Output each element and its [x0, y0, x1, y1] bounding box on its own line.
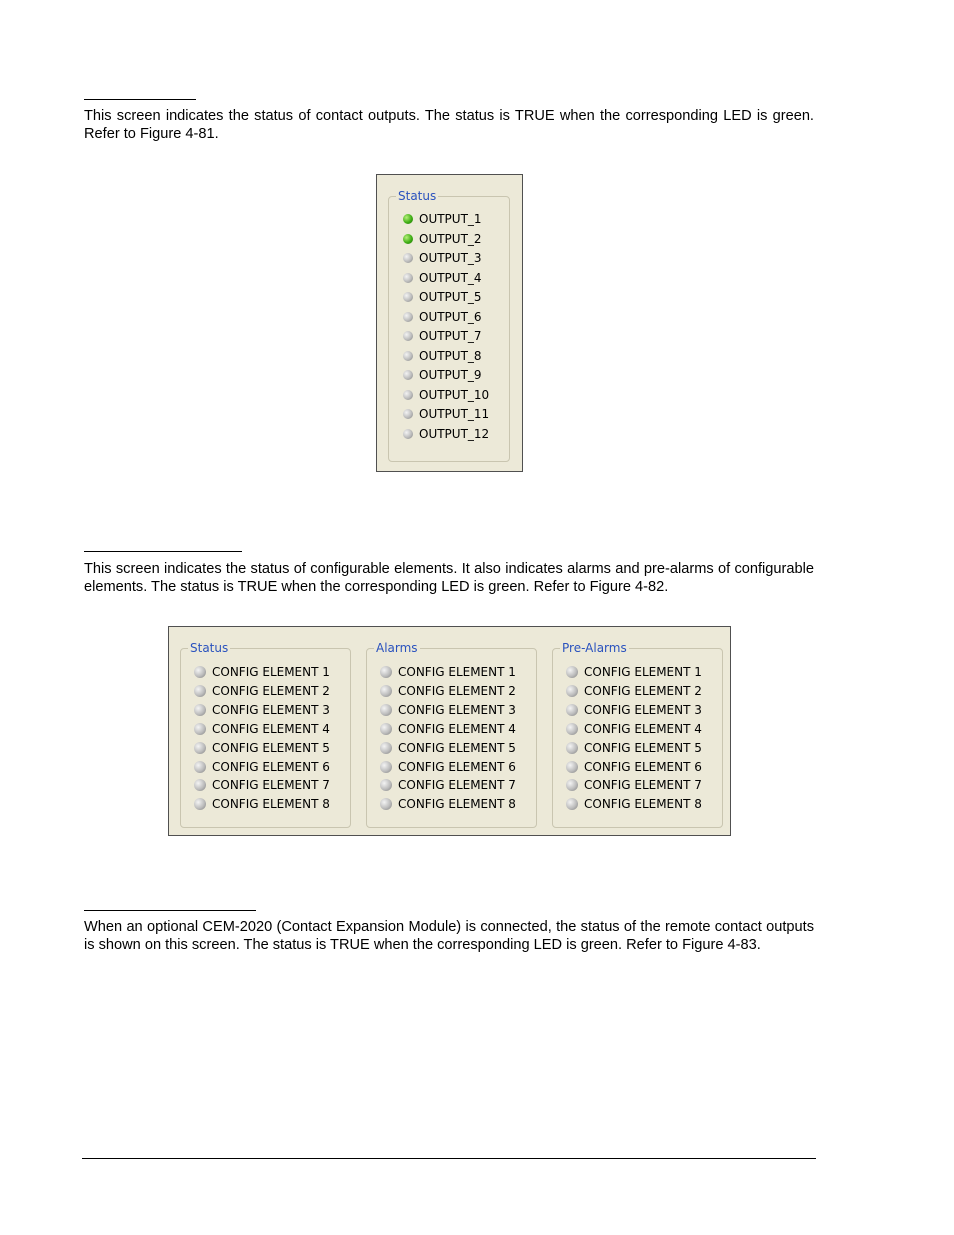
config-element-row — [194, 703, 330, 717]
config-element-label: CONFIG ELEMENT 6 — [398, 759, 516, 774]
config-element-row — [380, 722, 516, 736]
config-element-label: CONFIG ELEMENT 3 — [584, 702, 702, 717]
config-element-row — [566, 741, 702, 755]
output-status-row — [403, 329, 482, 343]
config-element-row — [194, 665, 330, 679]
led-off-icon — [566, 723, 578, 735]
config-element-label: CONFIG ELEMENT 2 — [584, 683, 702, 698]
config-element-row — [380, 741, 516, 755]
config-element-row — [380, 797, 516, 811]
config-element-label: CONFIG ELEMENT 1 — [212, 665, 330, 679]
config-element-row — [194, 741, 330, 755]
output-label: OUTPUT_8 — [419, 348, 482, 363]
config-status-group — [180, 641, 351, 828]
config-alarms-group — [366, 641, 537, 828]
led-off-icon — [403, 253, 413, 263]
led-off-icon — [566, 685, 578, 697]
led-off-icon — [403, 390, 413, 400]
led-off-icon — [566, 742, 578, 754]
led-off-icon — [380, 704, 392, 716]
output-status-row — [403, 271, 482, 285]
led-off-icon — [194, 666, 206, 678]
config-elements-panel — [168, 626, 731, 836]
config-element-label: CONFIG ELEMENT 8 — [398, 797, 516, 812]
led-off-icon — [403, 312, 413, 322]
led-off-icon — [566, 704, 578, 716]
config-element-row — [380, 760, 516, 774]
config-element-row — [566, 778, 702, 792]
config-element-label: CONFIG ELEMENT 5 — [212, 740, 330, 755]
led-off-icon — [403, 429, 413, 439]
status-legend: Status — [398, 189, 437, 203]
output-label: OUTPUT_1 — [419, 212, 482, 226]
config-element-label: CONFIG ELEMENT 8 — [584, 797, 702, 812]
config-element-row — [194, 684, 330, 698]
led-off-icon — [380, 798, 392, 810]
config-element-label: CONFIG ELEMENT 5 — [398, 740, 516, 755]
remote-contact-outputs-description: When an optional CEM-2020 (Contact Expansion Module) is connected, the status of the remote contact outputs is shown on this screen. The status is TRUE when the corresponding LED is green. Refer to Figure 4-83. — [84, 919, 814, 953]
led-on-icon — [403, 214, 413, 224]
output-label: OUTPUT_6 — [419, 309, 482, 324]
heading-rule-1 — [84, 99, 196, 100]
config-element-label: CONFIG ELEMENT 3 — [212, 702, 330, 717]
config-element-label: CONFIG ELEMENT 2 — [212, 683, 330, 698]
config-element-row — [566, 722, 702, 736]
config-element-label: CONFIG ELEMENT 2 — [398, 683, 516, 698]
config-element-row — [566, 760, 702, 774]
led-off-icon — [194, 761, 206, 773]
led-off-icon — [403, 409, 413, 419]
led-off-icon — [566, 779, 578, 791]
output-status-row — [403, 232, 482, 246]
led-off-icon — [194, 779, 206, 791]
led-off-icon — [380, 761, 392, 773]
output-status-row — [403, 388, 489, 402]
output-label: OUTPUT_7 — [419, 329, 482, 343]
output-status-row — [403, 349, 482, 363]
config-element-label: CONFIG ELEMENT 4 — [212, 721, 330, 736]
led-off-icon — [566, 761, 578, 773]
config-element-row — [194, 778, 330, 792]
config-element-label: CONFIG ELEMENT 1 — [584, 665, 702, 679]
led-off-icon — [403, 292, 413, 302]
output-label: OUTPUT_12 — [419, 426, 490, 441]
config-element-label: CONFIG ELEMENT 5 — [584, 740, 702, 755]
led-off-icon — [194, 704, 206, 716]
heading-rule-3 — [84, 910, 256, 911]
config-element-row — [380, 778, 516, 792]
config-element-label: CONFIG ELEMENT 4 — [584, 721, 702, 736]
led-off-icon — [194, 685, 206, 697]
led-off-icon — [380, 666, 392, 678]
contact-outputs-panel — [376, 174, 523, 472]
heading-rule-2 — [84, 551, 242, 552]
output-status-row — [403, 251, 482, 265]
output-status-row — [403, 290, 482, 304]
config-element-label: CONFIG ELEMENT 7 — [584, 778, 702, 793]
config-element-label: CONFIG ELEMENT 8 — [212, 797, 330, 812]
config-element-row — [380, 684, 516, 698]
config-element-label: CONFIG ELEMENT 6 — [584, 759, 702, 774]
config-element-label: CONFIG ELEMENT 7 — [212, 778, 330, 793]
footer-rule — [82, 1158, 816, 1159]
led-off-icon — [380, 742, 392, 754]
config-element-row — [380, 665, 516, 679]
output-status-row — [403, 212, 482, 226]
led-off-icon — [380, 685, 392, 697]
config-elements-description: This screen indicates the status of configurable elements. It also indicates alarms and pre-alarms of configurable elements. The status is TRUE when the corresponding LED is green. Refer to Figure 4-82. — [84, 561, 814, 595]
led-off-icon — [566, 666, 578, 678]
led-off-icon — [194, 798, 206, 810]
output-label: OUTPUT_4 — [419, 270, 482, 285]
led-on-icon — [403, 234, 413, 244]
output-status-row — [403, 368, 482, 382]
config-element-row — [380, 703, 516, 717]
config-element-label: CONFIG ELEMENT 3 — [398, 702, 516, 717]
config-status-legend: Status — [190, 641, 229, 655]
led-off-icon — [403, 331, 413, 341]
output-label: OUTPUT_2 — [419, 231, 482, 246]
output-status-row — [403, 407, 489, 421]
led-off-icon — [380, 723, 392, 735]
status-group — [388, 189, 510, 462]
config-element-row — [194, 797, 330, 811]
config-element-row — [566, 797, 702, 811]
led-off-icon — [194, 723, 206, 735]
config-element-row — [194, 760, 330, 774]
config-element-row — [194, 722, 330, 736]
config-alarms-legend: Alarms — [376, 641, 418, 655]
led-off-icon — [403, 273, 413, 283]
led-off-icon — [403, 351, 413, 361]
output-status-row — [403, 427, 489, 441]
config-pre-alarms-group — [552, 641, 723, 828]
config-element-row — [566, 665, 702, 679]
led-off-icon — [194, 742, 206, 754]
config-pre-alarms-legend: Pre-Alarms — [562, 641, 627, 655]
config-element-label: CONFIG ELEMENT 7 — [398, 778, 516, 793]
led-off-icon — [403, 370, 413, 380]
config-element-label: CONFIG ELEMENT 6 — [212, 759, 330, 774]
config-element-row — [566, 684, 702, 698]
config-element-row — [566, 703, 702, 717]
contact-outputs-description: This screen indicates the status of contact outputs. The status is TRUE when the corresponding LED is green. Refer to Figure 4-81. — [84, 108, 814, 142]
output-label: OUTPUT_10 — [419, 387, 490, 402]
output-label: OUTPUT_3 — [419, 251, 482, 265]
output-status-row — [403, 310, 482, 324]
output-label: OUTPUT_11 — [419, 407, 490, 421]
output-label: OUTPUT_5 — [419, 290, 482, 304]
config-element-label: CONFIG ELEMENT 4 — [398, 721, 516, 736]
config-element-label: CONFIG ELEMENT 1 — [398, 665, 516, 679]
led-off-icon — [566, 798, 578, 810]
output-label: OUTPUT_9 — [419, 368, 482, 382]
led-off-icon — [380, 779, 392, 791]
